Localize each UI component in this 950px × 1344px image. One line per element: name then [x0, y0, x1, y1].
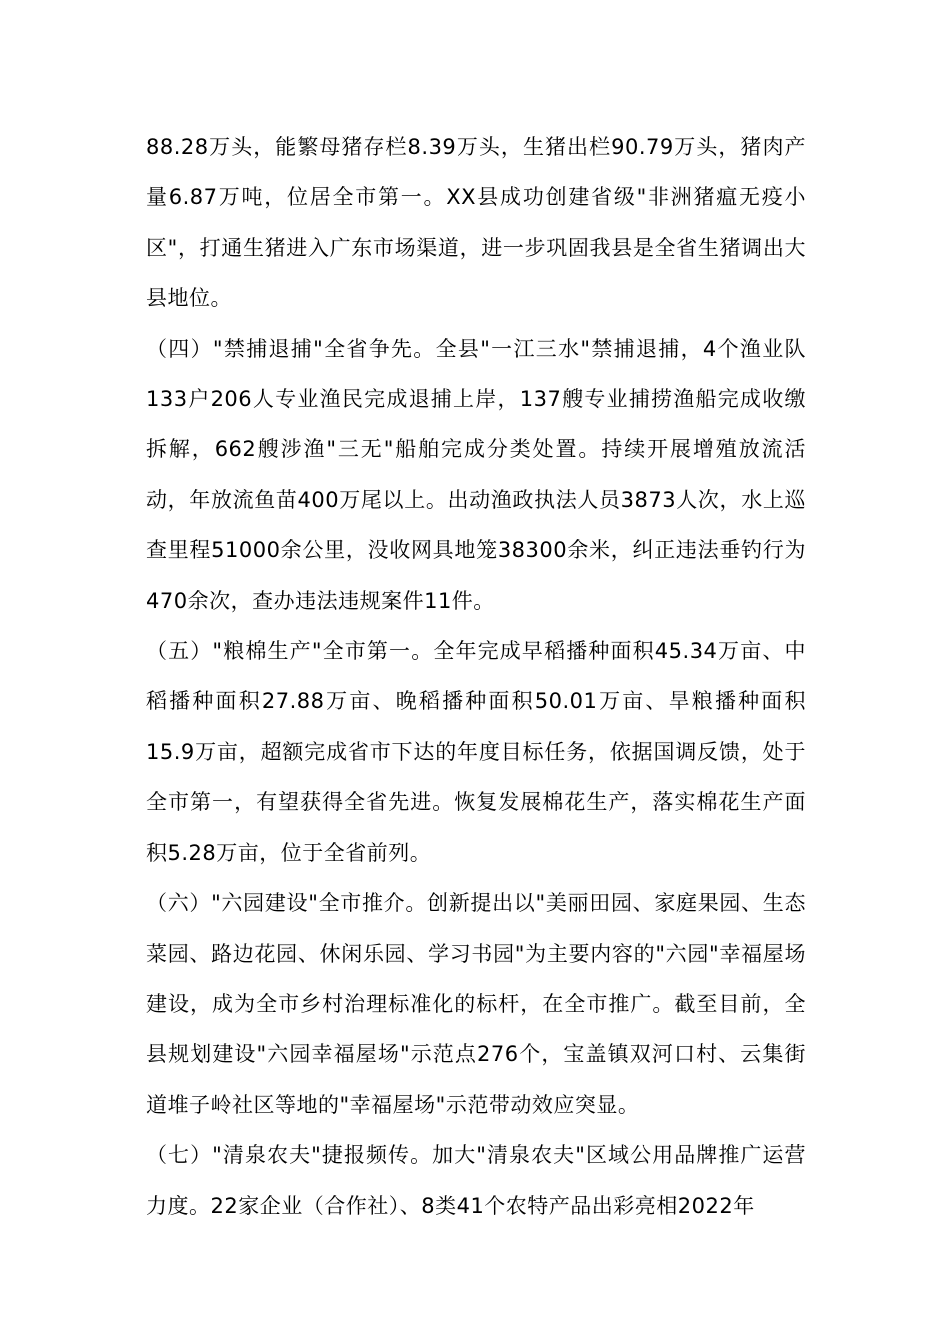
paragraph-six-gardens: （六）"六园建设"全市推介。创新提出以"美丽田园、家庭果园、生态菜园、路边花园、休闲乐园、学习书园"为主要内容的"六园"幸福屋场建设，成为全市乡村治理标准化的标杆，在全市推广。截至目前，全县规划建设"六园幸福屋场"示范点276个，宝盖镇双河口村、云集街道堆子岭社区等地的"幸福屋场"示范带动效应突显。: [146, 891, 806, 1117]
paragraph-grain-cotton: （五）"粮棉生产"全市第一。全年完成早稻播种面积45.34万亩、中稻播种面积27.88万亩、晚稻播种面积50.01万亩、旱粮播种面积15.9万亩，超额完成省市下达的年度目标任务，依据国调反馈，处于全市第一，有望获得全省先进。恢复发展棉花生产，落实棉花生产面积5.28万亩，位于全省前列。: [146, 639, 806, 865]
document-body: [146, 122, 806, 1231]
paragraph-livestock-continued: 88.28万头，能繁母猪存栏8.39万头，生猪出栏90.79万头，猪肉产量6.87万吨，位居全市第一。XX县成功创建省级"非洲猪瘟无疫小区"，打通生猪进入广东市场渠道，进一步巩固我县是全省生猪调出大县地位。: [146, 135, 806, 311]
paragraph-qingquan-brand: （七）"清泉农夫"捷报频传。加大"清泉农夫"区域公用品牌推广运营力度。22家企业（合作社）、8类41个农特产品出彩亮相2022年: [146, 1143, 806, 1218]
paragraph-fishing-ban: （四）"禁捕退捕"全省争先。全县"一江三水"禁捕退捕，4个渔业队133户206人专业渔民完成退捕上岸，137艘专业捕捞渔船完成收缴拆解，662艘涉渔"三无"船舶完成分类处置。持续开展增殖放流活动，年放流鱼苗400万尾以上。出动渔政执法人员3873人次，水上巡查里程51000余公里，没收网具地笼38300余米，纠正违法垂钓行为470余次，查办违法违规案件11件。: [146, 336, 806, 613]
